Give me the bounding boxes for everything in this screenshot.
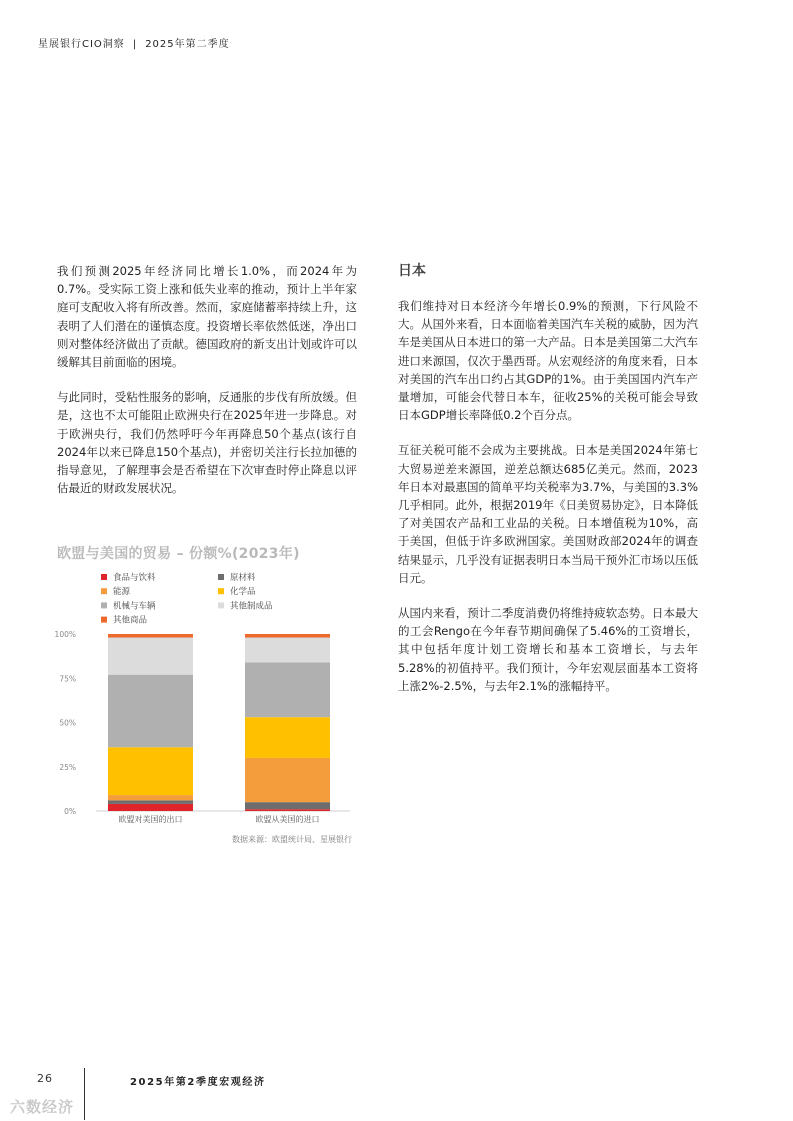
chart-source: 数据来源：欧盟统计局、星展银行 <box>232 835 352 844</box>
footer-divider <box>84 1068 85 1120</box>
legend-swatch <box>101 617 107 623</box>
legend-label: 化学品 <box>230 587 256 598</box>
header-brand: 星展银行CIO洞察 <box>38 39 125 50</box>
legend-label: 原材料 <box>230 573 256 583</box>
y-tick-label: 75% <box>59 674 76 684</box>
bar-segment <box>245 662 330 717</box>
bar-segment <box>108 795 193 800</box>
y-tick-label: 25% <box>59 762 76 772</box>
legend-label: 其他商品 <box>113 615 148 626</box>
bar-segment <box>108 747 193 795</box>
y-tick-label: 0% <box>64 807 76 816</box>
bar-segment <box>245 638 330 663</box>
bar-segment <box>108 638 193 675</box>
bar-segment <box>245 809 330 811</box>
bar-segment <box>245 634 330 638</box>
left-paragraph-2: 与此同时，受粘性服务的影响，反通胀的步伐有所放缓。但是，这也不太可能阻止欧洲央行在2025年进一步降息。对于欧洲央行，我们仍然呼吁今年再降息50个基点(该行自2024年以来已降息150个基点)，并密切关注行长拉加德的指导意见，了解理事会是否希望在下次审查时停止降息以评估最近的财政发展状况。 <box>57 390 357 496</box>
left-paragraph-1: 我们预测2025年经济同比增长1.0%，而2024年为0.7%。受实际工资上涨和低失业率的推动，预计上半年家庭可支配收入将有所改善。然而，家庭储蓄率持续上升，这表明了人们潜在的谨慎态度。投资增长率依然低迷，净出口则对整体经济做出了贡献。德国政府的新支出计划或许可以缓解其目前面临的困境。 <box>57 264 357 370</box>
right-paragraph-1: 我们维持对日本经济今年增长0.9%的预测，下行风险不大。从国外来看，日本面临着美国汽车关税的威胁，因为汽车是美国从日本进口的第一大产品。日本是美国第二大汽车进口来源国，仅次于墨西哥。从宏观经济的角度来看，日本对美国的汽车出口约占其GDP的1%。由于美国国内汽车产量增加，可能会代替日本车，征收25%的关税可能会导致日本GDP增长率降低0.2个百分点。 <box>398 299 698 423</box>
section-title-japan: 日本 <box>398 263 426 279</box>
bar-segment <box>245 758 330 802</box>
legend-label: 能源 <box>113 587 131 598</box>
legend-swatch <box>101 588 107 594</box>
y-tick-label: 100% <box>54 630 76 639</box>
legend-label: 食品与饮料 <box>113 573 156 583</box>
y-tick-label: 50% <box>59 718 76 728</box>
bar-segment <box>108 800 193 804</box>
x-tick-label: 欧盟从美国的进口 <box>255 815 320 824</box>
page-number: 26 <box>37 1072 53 1085</box>
legend-swatch <box>101 602 107 608</box>
header-separator: | <box>132 39 138 50</box>
bar-segment <box>245 717 330 758</box>
bar-segment <box>108 675 193 748</box>
legend-swatch <box>101 574 107 580</box>
legend-label: 机械与车辆 <box>113 601 156 612</box>
bar-segment <box>245 802 330 809</box>
legend-label: 其他制成品 <box>230 601 273 612</box>
legend-swatch <box>218 574 224 580</box>
watermark-logo: 六数经济 <box>10 1098 75 1116</box>
legend-swatch <box>218 588 224 594</box>
right-paragraph-3: 从国内来看，预计二季度消费仍将维持疲软态势。日本最大的工会Rengo在今年春节期间确保了5.46%的工资增长，其中包括年度计划工资增长和基本工资增长，与去年5.28%的初值持平。我们预计，今年宏观层面基本工资将上涨2%-2.5%，与去年2.1%的涨幅持平。 <box>398 606 698 693</box>
x-tick-label: 欧盟对美国的出口 <box>118 815 183 824</box>
right-paragraph-2: 互征关税可能不会成为主要挑战。日本是美国2024年第七大贸易逆差来源国，逆差总额达685亿美元。然而，2023年日本对最惠国的简单平均关税率为3.7%，与美国的3.3%几乎相同。此外，根据2019年《日美贸易协定》，日本降低了对美国农产品和工业品的关税。日本增值税为10%，高于美国，但低于许多欧洲国家。美国财政部2024年的调查结果显示，几乎没有证据表明日本当局干预外汇市场以压低日元。 <box>398 443 698 585</box>
bar-segment <box>108 634 193 638</box>
chart-title: 欧盟与美国的贸易 – 份额%(2023年) <box>57 546 300 562</box>
footer-title: 2025年第2季度宏观经济 <box>130 1077 266 1088</box>
legend-swatch <box>218 602 224 608</box>
header-period: 2025年第二季度 <box>145 39 230 50</box>
bar-segment <box>108 804 193 811</box>
